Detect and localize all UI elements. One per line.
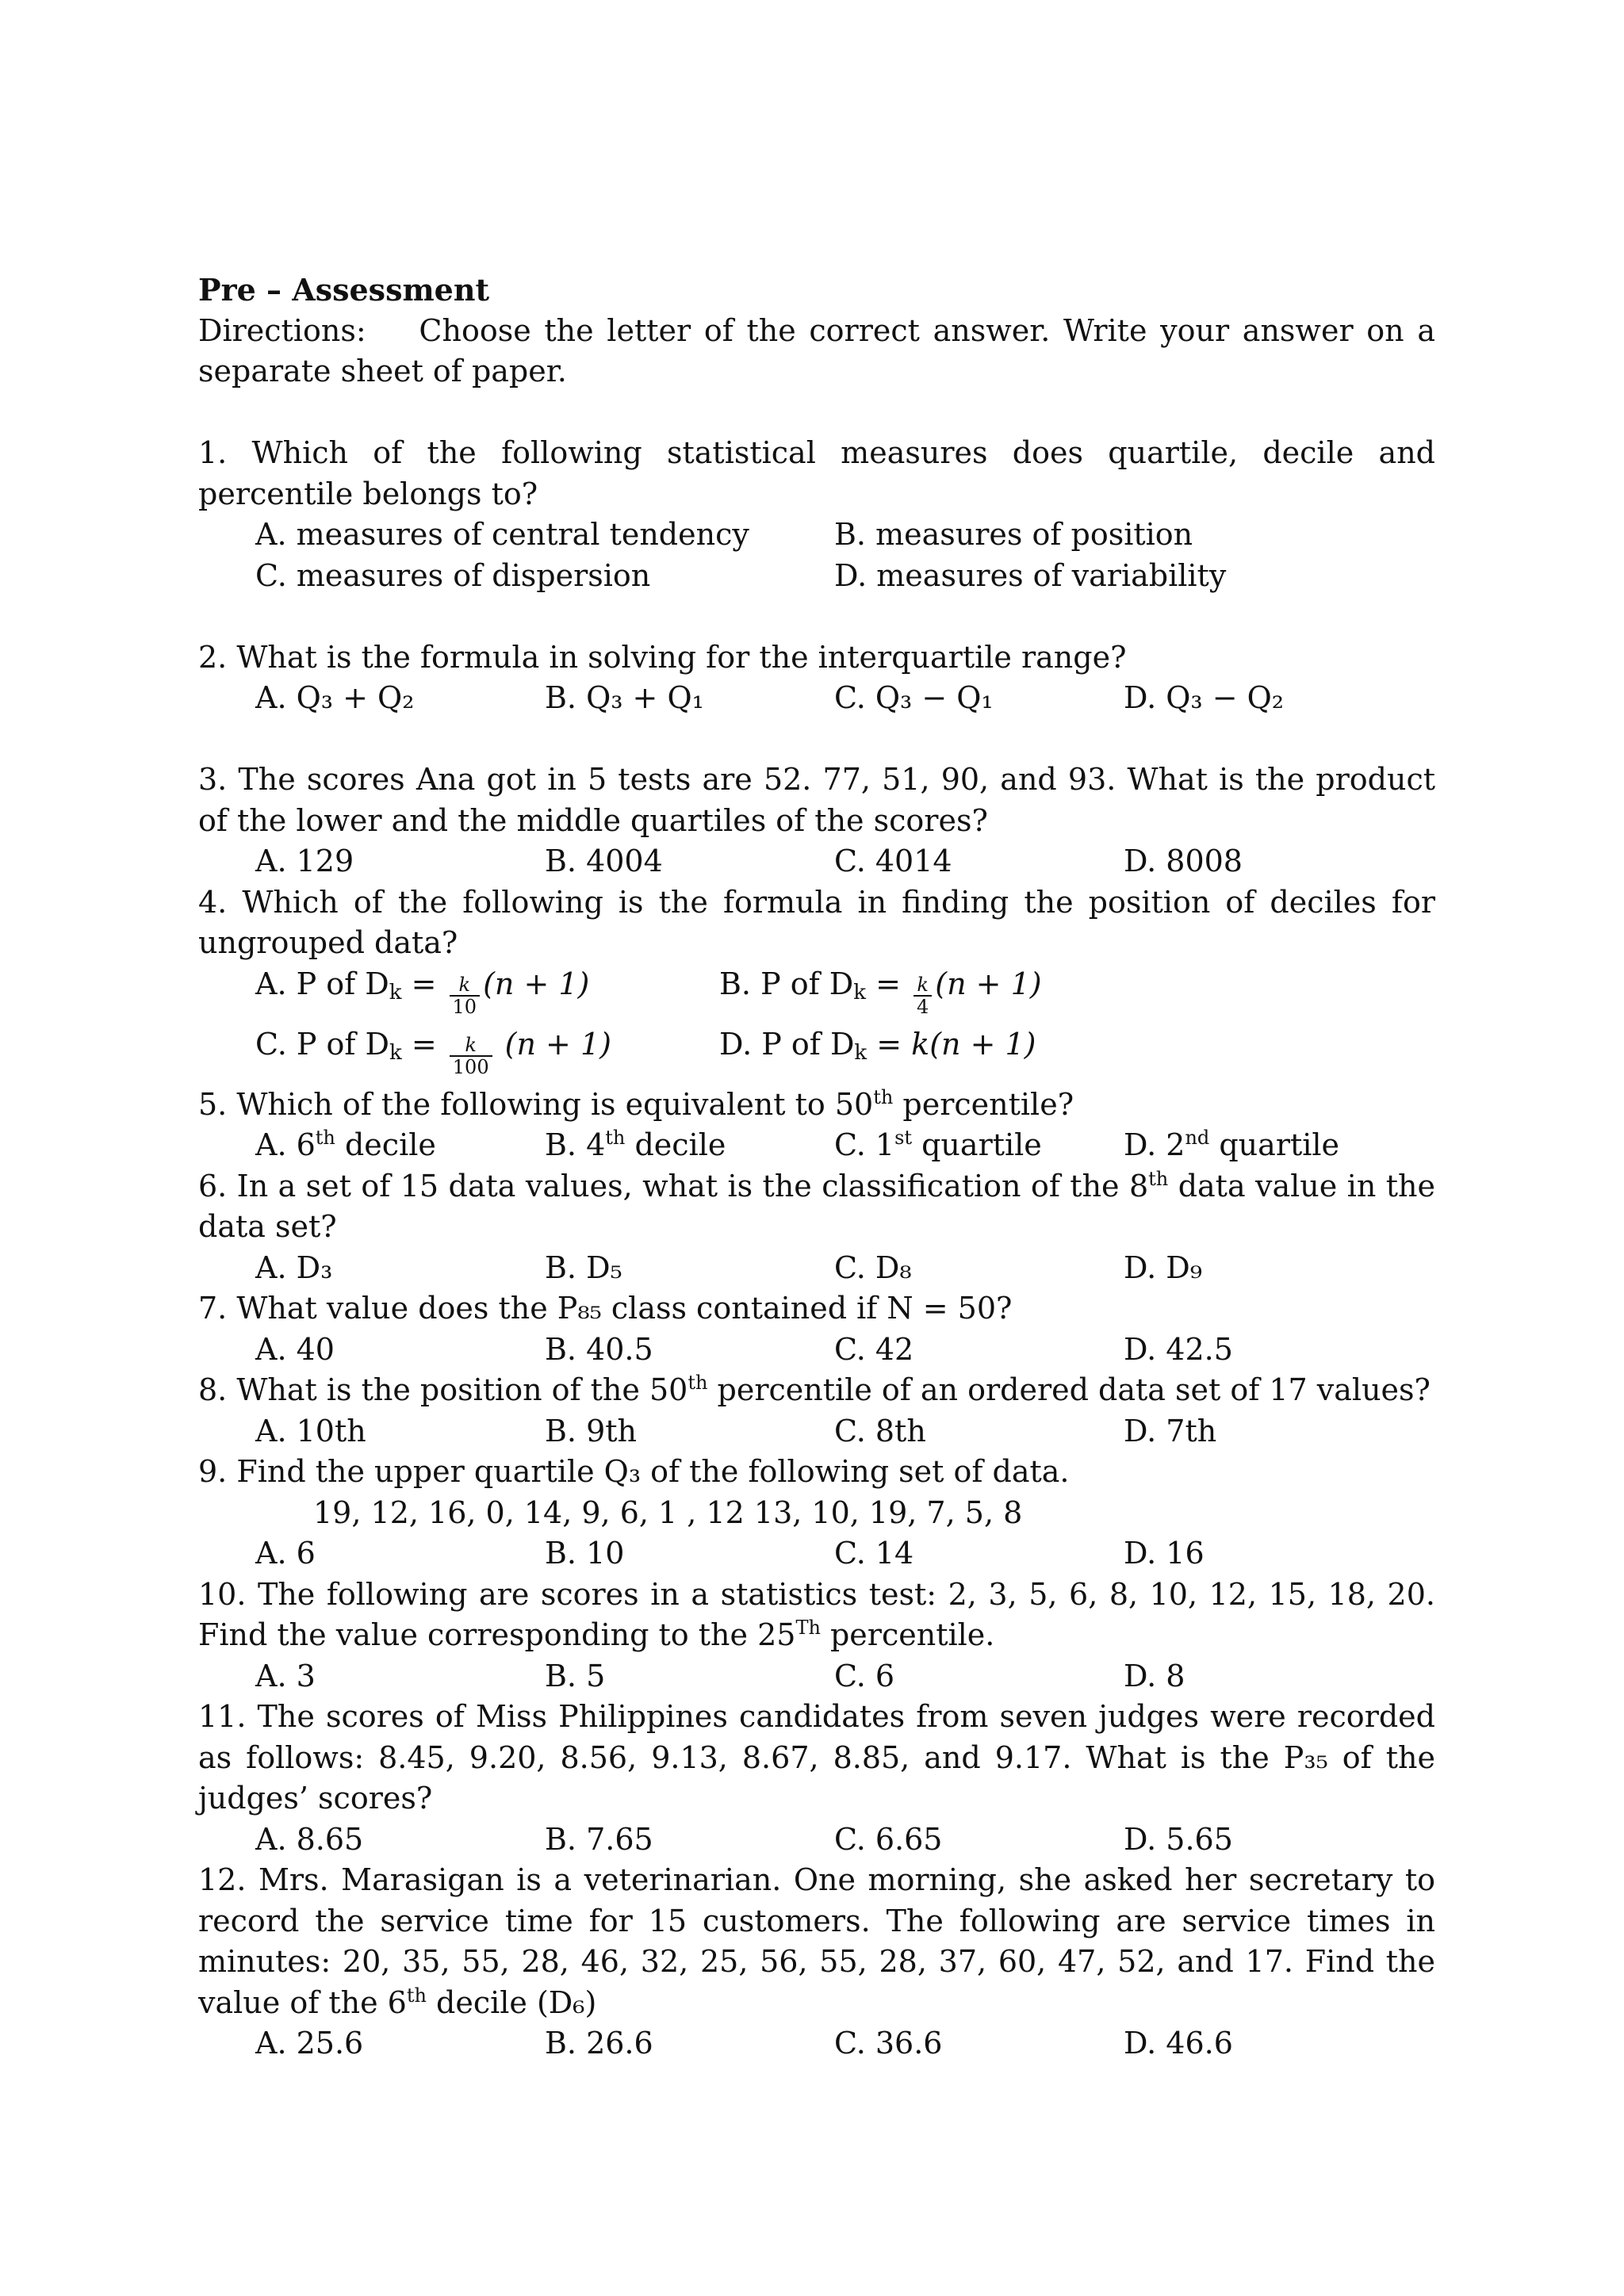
option-a: A. 40 bbox=[255, 1331, 335, 1367]
question-5: 5. Which of the following is equivalent to 50th percentile? bbox=[198, 1085, 1074, 1122]
directions bbox=[198, 311, 1435, 392]
option-b: B. 40.5 bbox=[545, 1331, 653, 1367]
option-b: B. Q₃ + Q₁ bbox=[545, 680, 704, 715]
option-d: D. 2nd quartile bbox=[1124, 1127, 1340, 1162]
option-c: C. 4014 bbox=[834, 844, 952, 878]
option-c: C. 36.6 bbox=[834, 2026, 943, 2061]
question-9-options bbox=[198, 1533, 1435, 1575]
question-8: 8. What is the position of the 50th percentile of an ordered data set of 17 values? bbox=[198, 1372, 1431, 1407]
question-7-options bbox=[198, 1330, 1435, 1371]
option-b: B. 10 bbox=[545, 1536, 625, 1571]
question-1: 1. Which of the following statistical measures does quartile, decile and percentile belongs to? bbox=[198, 435, 1435, 511]
option-c: C. 6 bbox=[834, 1658, 895, 1693]
option-d: D. 7th bbox=[1124, 1413, 1217, 1448]
question-11-options bbox=[198, 1820, 1435, 1861]
option-d: D. 5.65 bbox=[1124, 1821, 1233, 1857]
question-8-options bbox=[198, 1411, 1435, 1452]
question-12: 12. Mrs. Marasigan is a veterinarian. One morning, she asked her secretary to record the service time for 15 customers. The following are service times in minutes: 20, 35, 55, 28, 46, 32, 25, 56, 55, 28, 37, 60, 47, 52, and 17. Find the value of the 6th decile (D₆) bbox=[198, 1862, 1435, 2020]
option-b: B. 4th decile bbox=[545, 1127, 726, 1162]
question-7: 7. What value does the P₈₅ class contained if N = 50? bbox=[198, 1291, 1013, 1326]
option-d: D. P of $D_k = k(n + 1)$ bbox=[719, 1026, 1036, 1065]
question-6-options bbox=[198, 1248, 1435, 1289]
option-c: C. P of $D_k$ = $\frac{k}{100}$ (n + 1) bbox=[255, 1026, 611, 1078]
option-a: A. P of $D_k$ = $\frac{k}{10}$ (n + 1) bbox=[255, 966, 590, 1018]
option-d: D. 16 bbox=[1124, 1536, 1205, 1571]
option-b: B. 5 bbox=[545, 1658, 606, 1693]
option-d: D. 46.6 bbox=[1124, 2026, 1233, 2061]
directions-label: Directions: bbox=[198, 312, 366, 348]
option-a: A. 6 bbox=[255, 1536, 316, 1571]
question-4: 4. Which of the following is the formula in finding the position of deciles for ungrouped data? bbox=[198, 884, 1435, 960]
option-d: D. measures of variability bbox=[834, 557, 1227, 593]
option-b: B. 4004 bbox=[545, 844, 663, 878]
option-a: A. Q₃ + Q₂ bbox=[255, 680, 415, 715]
question-2: 2. What is the formula in solving for the interquartile range? bbox=[198, 639, 1127, 675]
question-6: 6. In a set of 15 data values, what is the classification of the 8th data value in the data set? bbox=[198, 1167, 1435, 1244]
option-c: C. 6.65 bbox=[834, 1821, 943, 1857]
question-10-options bbox=[198, 1656, 1435, 1697]
question-3-options bbox=[198, 841, 1435, 882]
option-b: B. P of $D_k$ = $\frac{k}{4}$ (n + 1) bbox=[719, 966, 1042, 1018]
question-10: 10. The following are scores in a statistics test: 2, 3, 5, 6, 8, 10, 12, 15, 18, 20. Find the value corresponding to the 25Th percentile. bbox=[198, 1576, 1435, 1652]
directions-text: Choose the letter of the correct answer. Write your answer on a separate sheet of paper. bbox=[198, 312, 1435, 388]
fraction: $\frac{k}{10}$ bbox=[450, 974, 481, 1017]
option-a: A. 6th decile bbox=[255, 1127, 436, 1162]
question-9-data: 19, 12, 16, 0, 14, 9, 6, 1 , 12 13, 10, 19, 7, 5, 8 bbox=[313, 1494, 1023, 1530]
question-3: 3. The scores Ana got in 5 tests are 52. 77, 51, 90, and 93. What is the product of the lower and the middle quartiles of the scores? bbox=[198, 762, 1435, 838]
option-c: C. 8th bbox=[834, 1413, 926, 1448]
option-a: A. 3 bbox=[255, 1658, 316, 1693]
option-a: A. D₃ bbox=[255, 1249, 333, 1285]
option-b: B. 26.6 bbox=[545, 2026, 653, 2061]
option-d: D. D₉ bbox=[1124, 1249, 1202, 1285]
option-d: D. Q₃ − Q₂ bbox=[1124, 680, 1285, 715]
option-d: D. 42.5 bbox=[1124, 1331, 1233, 1367]
option-b: B. D₅ bbox=[545, 1249, 622, 1285]
option-a: A. measures of central tendency bbox=[255, 517, 749, 552]
option-b: B. measures of position bbox=[834, 517, 1193, 552]
option-c: C. 14 bbox=[834, 1536, 914, 1571]
option-c: C. measures of dispersion bbox=[255, 557, 651, 593]
fraction: $\frac{k}{4}$ bbox=[914, 974, 932, 1017]
page-title: Pre – Assessment bbox=[198, 272, 490, 308]
question-1-options bbox=[198, 515, 1435, 596]
option-c: C. Q₃ − Q₁ bbox=[834, 680, 994, 715]
fraction: $\frac{k}{100}$ bbox=[450, 1035, 492, 1077]
option-d: D. 8 bbox=[1124, 1658, 1185, 1693]
option-d: D. 8008 bbox=[1124, 844, 1243, 878]
option-c: C. D₈ bbox=[834, 1249, 912, 1285]
option-a: A. 129 bbox=[255, 844, 354, 878]
question-11: 11. The scores of Miss Philippines candidates from seven judges were recorded as follows: 8.45, 9.20, 8.56, 9.13, 8.67, 8.85, and 9.17. What is the P₃₅ of the judges’ scores? bbox=[198, 1699, 1435, 1816]
option-a: A. 8.65 bbox=[255, 1821, 364, 1857]
question-12-options bbox=[198, 2023, 1435, 2064]
question-9: 9. Find the upper quartile Q₃ of the following set of data. bbox=[198, 1454, 1070, 1489]
assessment-page bbox=[198, 270, 1435, 2064]
option-b: B. 9th bbox=[545, 1413, 638, 1448]
question-4-options bbox=[198, 964, 1435, 1085]
option-a: A. 10th bbox=[255, 1413, 366, 1448]
option-c: C. 1st quartile bbox=[834, 1127, 1042, 1162]
option-c: C. 42 bbox=[834, 1331, 914, 1367]
question-2-options bbox=[198, 678, 1435, 719]
question-5-options bbox=[198, 1125, 1435, 1166]
option-a: A. 25.6 bbox=[255, 2026, 364, 2061]
option-b: B. 7.65 bbox=[545, 1821, 653, 1857]
